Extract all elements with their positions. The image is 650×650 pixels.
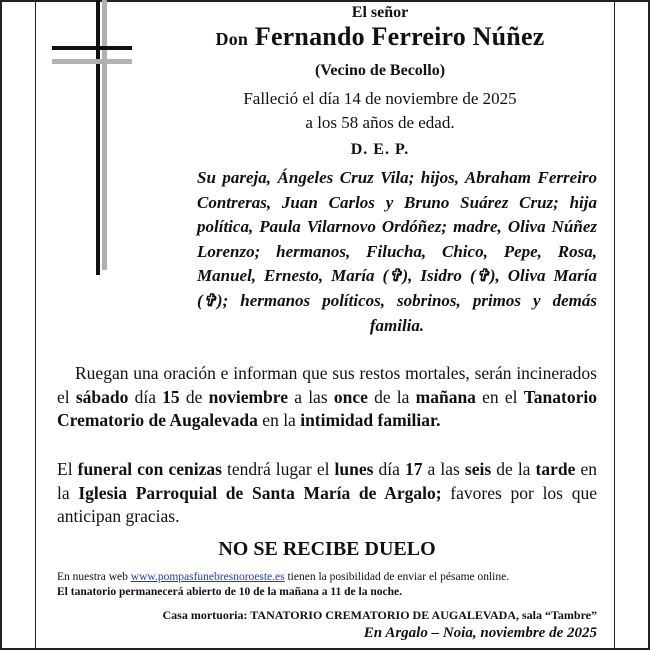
full-name: Fernando Ferreiro Núñez — [254, 22, 545, 51]
bold-run: funeral con cenizas — [77, 459, 222, 479]
family-list — [197, 166, 597, 338]
text-run: tienen la posibilidad de enviar el pésame online. — [284, 571, 510, 583]
cremation-paragraph — [57, 362, 597, 433]
text-run: favores por los que anticipan gracias. — [57, 482, 597, 526]
text-run: tendrá lugar el — [221, 459, 335, 479]
bold-run: once — [333, 386, 368, 407]
text-run: Ruegan una oración e informan que sus restos mortales, serán incinerados el — [57, 363, 597, 407]
cross-icon — [52, 0, 132, 275]
text-run: en la — [257, 410, 301, 430]
text-run: de la — [367, 386, 416, 407]
family-line: primos y demás familia. — [369, 290, 598, 335]
text-run: El — [57, 459, 78, 479]
text-run: día — [373, 459, 405, 479]
bold-run: lunes — [334, 459, 374, 479]
no-duelo-notice: NO SE RECIBE DUELO — [218, 538, 436, 560]
family-line: Lorenzo; hermanos, Filucha, Chico, Pepe, — [197, 241, 558, 261]
bold-run: seis — [464, 459, 492, 479]
text-run: a las — [422, 459, 465, 479]
neighbor-of: (Vecino de Becollo) — [314, 62, 446, 79]
bold-run: tarde — [535, 459, 576, 479]
text-run: en el — [475, 386, 524, 407]
text-run: de — [179, 386, 209, 407]
death-date: Falleció el día 14 de noviembre de 2025 — [243, 89, 517, 108]
funeral-paragraph — [57, 458, 597, 529]
bold-run: 15 — [162, 386, 180, 407]
deceased-name — [160, 22, 600, 52]
bold-run: Tanatorio Crematorio de Augalevada — [57, 386, 597, 430]
dep-text: D. E. P. — [350, 141, 410, 158]
bold-run: 17 — [404, 459, 423, 479]
tanatorio-hours: El tanatorio permanecerá abierto de 10 de la mañana a 11 de la noche. — [57, 586, 402, 598]
family-line: Rosa, Manuel, Ernesto, María (✞), Isidro (✞), — [197, 241, 597, 286]
website-link[interactable]: www.pompasfunebresnoroeste.es — [130, 571, 285, 583]
age-text: a los 58 años de edad. — [305, 113, 455, 132]
bold-run: Iglesia Parroquial de Santa María de Argalo; — [78, 482, 442, 503]
text-run: de la — [491, 459, 536, 479]
text-run: en la — [57, 459, 597, 503]
bold-run: noviembre — [208, 386, 289, 407]
family-line: Abraham Ferreiro Contreras, Juan Carlos y — [197, 168, 597, 212]
bold-run: mañana — [415, 386, 476, 407]
text-run: día — [128, 386, 163, 407]
bold-run: intimidad familiar. — [300, 410, 441, 430]
family-line: Bruno Suárez Cruz; hija política, Paula — [197, 192, 597, 237]
intro-text: El señor — [351, 4, 409, 21]
place-date: En Argalo – Noia, noviembre de 2025 — [363, 625, 597, 641]
bold-run: sábado — [75, 386, 129, 407]
family-line: Oliva María (✞); hermanos políticos, sobrinos, — [197, 266, 597, 310]
web-notice — [57, 571, 597, 583]
honorific: Don — [215, 29, 249, 49]
text-run: En nuestra web — [57, 571, 131, 583]
casa-mortuoria: Casa mortuoria: TANATORIO CREMATORIO DE AUGALEVADA, sala “Tambre” — [162, 608, 597, 622]
family-line: Su pareja, Ángeles Cruz Vila; hijos, — [197, 168, 465, 187]
family-line: Vilarnovo Ordóñez; madre, Oliva Núñez — [306, 217, 597, 237]
text-run: a las — [288, 386, 334, 407]
